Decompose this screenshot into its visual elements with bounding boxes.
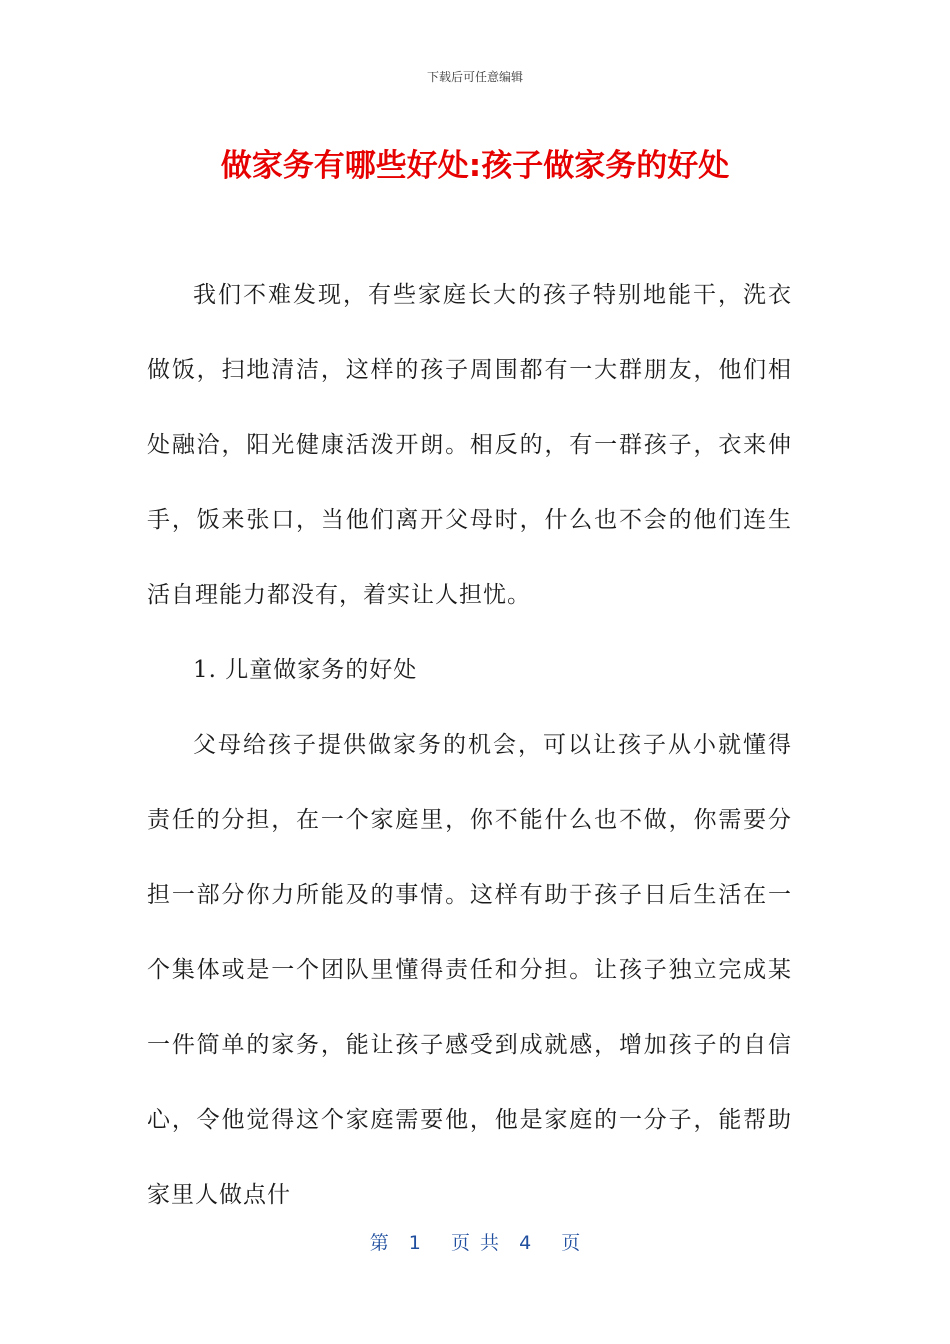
page-footer <box>0 1228 950 1255</box>
section-heading: 1. 儿童做家务的好处 <box>193 657 418 683</box>
paragraph-intro: 我们不难发现，有些家庭长大的孩子特别地能干，洗衣做饭，扫地清洁，这样的孩子周围都有一大群朋友，他们相处融洽，阳光健康活泼开朗。相反的，有一群孩子，衣来伸手，饭来张口，当他们离开父母时，什么也不会的他们连生活自理能力都没有，着实让人担忧。 <box>147 282 792 608</box>
page-number-text: 第 1 页 共 4 页 <box>369 1232 581 1254</box>
paragraph-benefits: 父母给孩子提供做家务的机会，可以让孩子从小就懂得责任的分担，在一个家庭里，你不能什么也不做，你需要分担一部分你力所能及的事情。这样有助于孩子日后生活在一个集体或是一个团队里懂得责任和分担。让孩子独立完成某一件简单的家务，能让孩子感受到成就感，增加孩子的自信心，令他觉得这个家庭需要他，他是家庭的一分子，能帮助家里人做点什 <box>147 732 792 1208</box>
document-body <box>147 258 792 1233</box>
header-note: 下载后可任意编辑 <box>426 70 523 84</box>
document-title: 做家务有哪些好处:孩子做家务的好处 <box>220 148 730 184</box>
